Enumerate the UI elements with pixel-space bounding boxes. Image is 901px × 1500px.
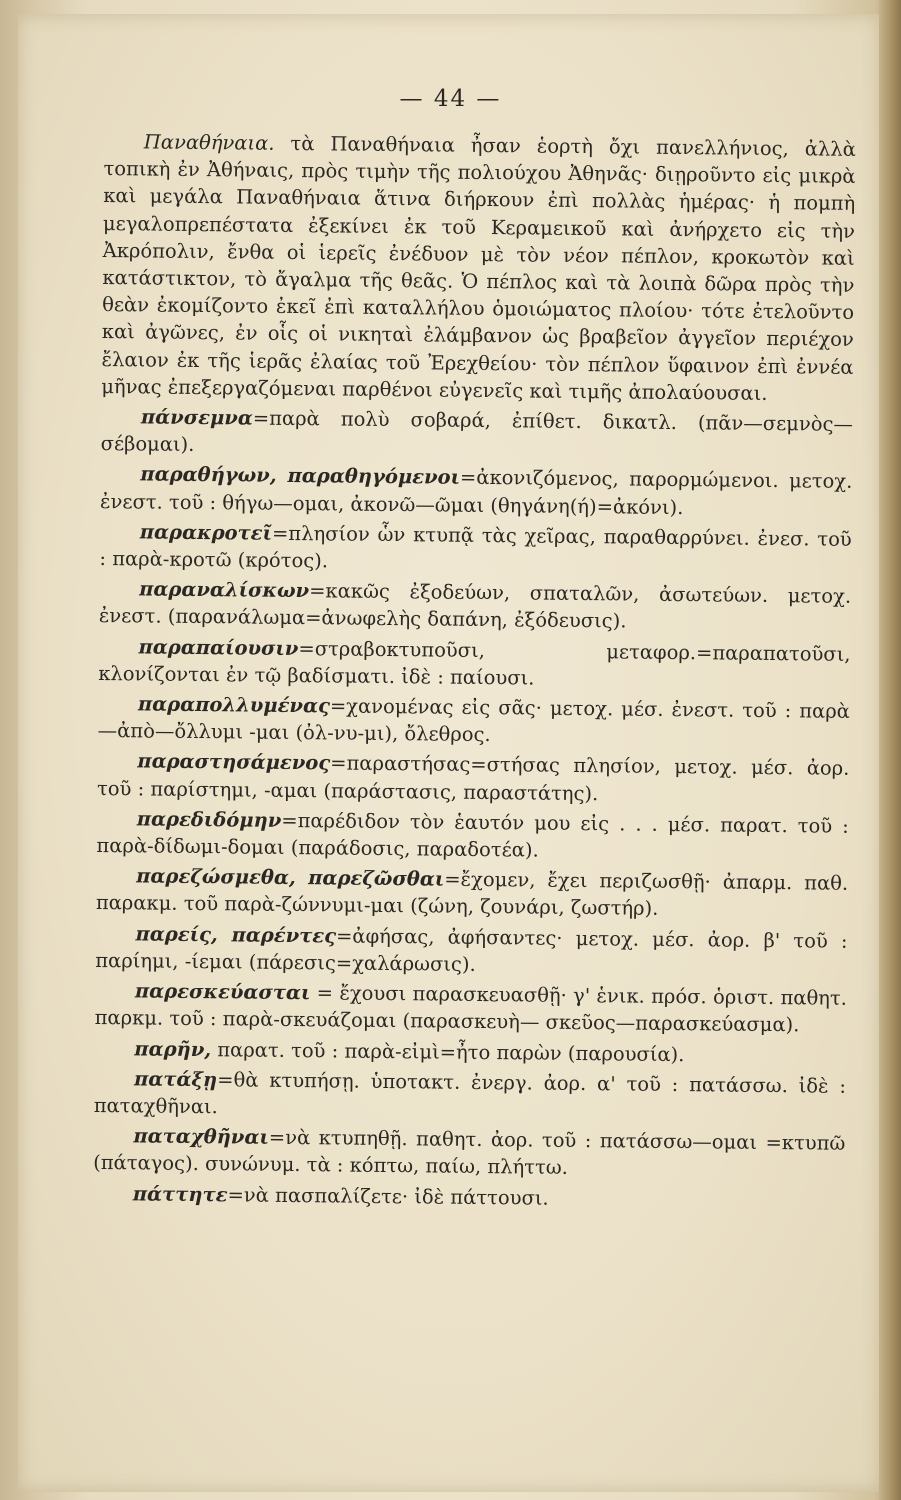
entry-headword: παρεζώσμεθα, παρεζῶσθαι: [136, 864, 445, 891]
entry-body: =νὰ πασπαλίζετε· ἰδὲ πάττουσι.: [227, 1182, 549, 1210]
glossary-entry: [96, 805, 849, 867]
entry-body: =ἔχομεν, ἔχει περιζωσθῇ· ἀπαρμ. παθ. παρακμ. τοῦ παρὰ-ζώννυμι-μαι (ζώνη, ζουνάρι, ζωστήρ).: [95, 867, 849, 921]
entry-body: =νὰ κτυπηθῇ. παθητ. ἀορ. τοῦ : πατάσσω—ομαι =κτυπῶ (πάταγος). συνώνυμ. τὰ : κόπτω, παίω, πλήττω.: [93, 1125, 846, 1180]
entry-headword: παραθήγων, παραθηγόμενοι: [140, 462, 461, 490]
entry-body: =κακῶς ἐξοδεύων, σπαταλῶν, ἀσωτεύων. μετοχ. ἐνεστ. (παρανάλωμα=ἀνωφελὴς δαπάνη, ἐξόδευσις).: [98, 579, 852, 633]
entry-body: =χανομένας εἰς σᾶς· μετοχ. μέσ. ἐνεστ. τοῦ : παρὰ—ἀπὸ—ὄλλυμι -μαι (ὀλ-νυ-μι), ὄλεθρος.: [97, 694, 851, 747]
entry-body: =στραβοκτυποῦσι, μεταφορ.=παραπατοῦσι, κλονίζονται ἐν τῷ βαδίσματι. ἰδὲ : παίουσι.: [98, 636, 851, 690]
glossary-text: [93, 128, 856, 1218]
entry-body: =πλησίον ὧν κτυπᾷ τὰς χεῖρας, παραθαρρύνει. ἐνεσ. τοῦ : παρὰ-κροτῶ (κρότος).: [99, 521, 852, 573]
entry-body: =παραστήσας=στήσας πλησίον, μετοχ. μέσ. ἀορ. τοῦ : παρίστημι, -αμαι (παράστασις, παραστάτης).: [96, 751, 850, 805]
entry-headword: παταχθῆναι: [133, 1124, 269, 1149]
entry-body: =παρὰ πολὺ σοβαρά, ἐπίθετ. δικατλ. (πᾶν—σεμνὸς—σέβομαι).: [100, 406, 854, 457]
glossary-entry: [94, 1034, 846, 1069]
entry-headword: πάττητε: [132, 1181, 228, 1206]
book-gutter: [879, 0, 901, 1500]
entry-headword: παραπολλυμένας: [137, 692, 331, 718]
glossary-entry: [93, 1122, 846, 1184]
entry-body: = ἔχουσι παρασκευασθῇ· γ' ἑνικ. πρόσ. ὁριστ. παθητ. παρκμ. τοῦ : παρὰ-σκευάζομαι (παρασκευὴ— σκεῦος—παρασκεύασμα).: [94, 981, 848, 1037]
entry-headword: Παναθήναια.: [143, 130, 275, 155]
entry-headword: παρεδιδόμην: [136, 807, 282, 832]
entry-headword: πάνσεμνα: [140, 405, 253, 430]
glossary-entry: [101, 403, 854, 465]
entry-body: =ἀκονιζόμενος, παρορμώμενοι. μετοχ. ἐνεστ. τοῦ : θήγω—ομαι, ἀκονῶ—ῶμαι (θηγάνη(ή)=ἀκόνι).: [99, 466, 853, 519]
entry-body: =παρέδιδον τὸν ἑαυτόν μου εἰς . . . μέσ. παρατ. τοῦ : παρὰ-δίδωμι-δομαι (παράδοσις, παραδοτέα).: [96, 808, 849, 862]
glossary-entry: [99, 575, 852, 637]
glossary-entry: [98, 690, 851, 752]
glossary-entry: [101, 128, 856, 408]
glossary-entry: [95, 977, 848, 1039]
entry-headword: παραστησάμενος: [137, 749, 331, 775]
glossary-entry: [100, 460, 853, 522]
entry-headword: πατάξῃ: [133, 1067, 218, 1091]
glossary-entry: [98, 633, 851, 695]
glossary-entry: [93, 1179, 845, 1214]
entry-headword: παραπαίουσιν: [138, 635, 299, 660]
glossary-entry: [94, 1065, 847, 1127]
entry-headword: παρῆν,: [134, 1036, 212, 1061]
entry-body: τὰ Παναθήναια ἦσαν ἑορτὴ ὄχι πανελλήνιος, ἀλλὰ τοπικὴ ἐν Ἀθήναις, πρὸς τιμὴν τῆς πολιούχου Ἀθηνᾶς· διῃροῦντο εἰς μικρὰ καὶ μεγάλα Παναθήναια ἅτινα διήρκουν ἐπὶ πολλὰς ἡμέρας· ἡ πομπὴ μεγαλοπρεπέστατα ἐξεκίνει ἐκ τοῦ Κεραμεικοῦ καὶ ἀνήρχετο εἰς τὴν Ἀκρόπολιν, ἔνθα οἱ ἱερεῖς ἐνέδυον μὲ τὸν νέον πέπλον, κροκωτὸν καὶ κατάστικτον, τὸ ἄγαλμα τῆς θεᾶς. Ὁ πέπλος καὶ τὰ λοιπὰ δῶρα πρὸς τὴν θεὰν ἐκομίζοντο ἐκεῖ ἐπὶ καταλλήλου ὁμοιώματος πλοίου· τότε ἐτελοῦντο καὶ ἀγῶνες, ἐν οἷς οἱ νικηταὶ ἐλάμβανον ὡς βραβεῖον ἀγγεῖον περιέχον ἔλαιον ἐκ τῆς ἱερᾶς ἐλαίας τοῦ Ἐρεχθείου· τὸν πέπλον ὕφαινον ἐπὶ ἐννέα μῆνας ἐπεξεργαζόμεναι παρθένοι εὐγενεῖς καὶ τιμῆς ἀπολαύουσαι.: [101, 131, 856, 405]
entry-headword: παραναλίσκων: [139, 577, 310, 603]
entry-body: παρατ. τοῦ : παρὰ-εἰμὶ=ἦτο παρὼν (παρουσία).: [210, 1037, 685, 1066]
page-number: — 44 —: [399, 86, 502, 112]
entry-headword: παρακροτεῖ: [139, 520, 273, 545]
glossary-entry: [99, 518, 852, 580]
glossary-entry: [97, 747, 850, 809]
entry-headword: παρεσκεύασται: [134, 979, 311, 1005]
glossary-entry: [95, 920, 848, 982]
entry-body: =θὰ κτυπήσῃ. ὑποτακτ. ἐνεργ. ἀορ. α' τοῦ : πατάσσω. ἰδὲ : παταχθῆναι.: [93, 1067, 847, 1119]
entry-headword: παρείς, παρέντες: [135, 922, 337, 948]
glossary-entry: [96, 862, 849, 924]
entry-body: =ἀφήσας, ἀφήσαντες· μετοχ. μέσ. ἀορ. β' τοῦ : παρίημι, -ίεμαι (πάρεσις=χαλάρωσις).: [95, 924, 848, 976]
